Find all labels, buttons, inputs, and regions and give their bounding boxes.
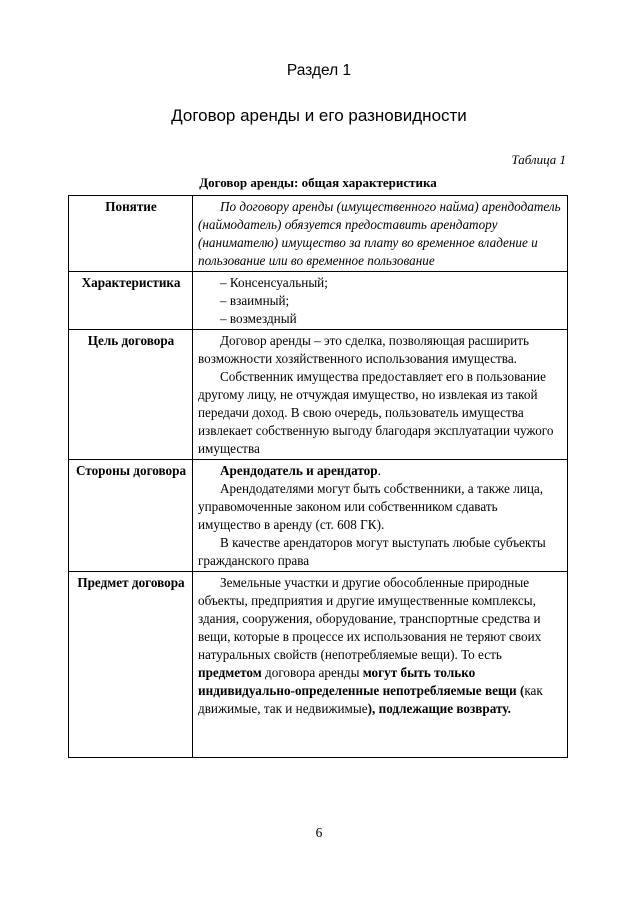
- paragraph: В качестве арендаторов могут выступать любые субъекты гражданского права: [198, 535, 546, 568]
- text-run: как движимые, так и недвижимые: [198, 683, 543, 716]
- table-caption: Договор аренды: общая характеристика: [199, 175, 437, 190]
- row-label-subject: Предмет договора: [69, 572, 193, 758]
- row-content-concept: [193, 196, 568, 272]
- list-item: – Консенсуальный;: [220, 275, 328, 290]
- paragraph: Арендодателями могут быть собственники, а также лица, управомоченные законом или собственником сдавать имущество в аренду (ст. 608 ГК).: [198, 481, 544, 532]
- paragraph: Собственник имущества предоставляет его в пользование другому лицу, не отчуждая имущество, но извлекая из такой передачи доход. В свою очередь, пользователь имущества извлекает собственную выгоду благодаря эксплуатации чужого имущества: [198, 369, 554, 456]
- paragraph: [198, 462, 563, 480]
- row-label-concept: Понятие: [69, 196, 193, 272]
- document-title: Договор аренды и его разновидности: [171, 106, 467, 125]
- section-heading: Раздел 1: [286, 62, 352, 79]
- table-row: [69, 196, 568, 272]
- page-number: 6: [315, 825, 323, 840]
- row-content-parties: [193, 460, 568, 572]
- characteristics-table: [68, 195, 568, 758]
- concept-text: По договору аренды (имущественного найма) арендодатель (наймодатель) обязуется предоставить арендатору (нанимателю) имущество за плату во временное владение и пользование или во временное пользование: [198, 199, 561, 268]
- row-content-characteristics: [193, 272, 568, 330]
- row-content-purpose: [193, 330, 568, 460]
- table-row: [69, 572, 568, 758]
- row-label-characteristics: Характеристика: [69, 272, 193, 330]
- bold-run: ), подлежащие возврату.: [367, 701, 511, 716]
- paragraph: [198, 574, 563, 718]
- parties-period: .: [377, 463, 381, 478]
- bold-run: могут быть только индивидуально-определенные непотребляемые вещи (: [198, 665, 525, 698]
- list-item: – возмездный: [220, 311, 297, 326]
- paragraph: Договор аренды – это сделка, позволяющая расширить возможности хозяйственного использования имущества.: [198, 333, 530, 366]
- row-label-parties: Стороны договора: [69, 460, 193, 572]
- table-row: [69, 272, 568, 330]
- row-label-purpose: Цель договора: [69, 330, 193, 460]
- table-number: Таблица 1: [511, 152, 566, 167]
- list-item: – взаимный;: [220, 293, 290, 308]
- text-run: договора аренды: [261, 665, 363, 680]
- text-run: Земельные участки и другие обособленные природные объекты, предприятия и другие имущественные комплексы, здания, сооружения, оборудование, транспортные средства и вещи, которые в процессе их использования не теряют своих натуральных свойств (непотребляемые вещи). То есть: [198, 575, 542, 662]
- parties-bold: Арендодатель и арендатор: [220, 463, 378, 478]
- row-content-subject: [193, 572, 568, 758]
- table-row: [69, 460, 568, 572]
- bold-run: предметом: [198, 665, 262, 680]
- table-row: [69, 330, 568, 460]
